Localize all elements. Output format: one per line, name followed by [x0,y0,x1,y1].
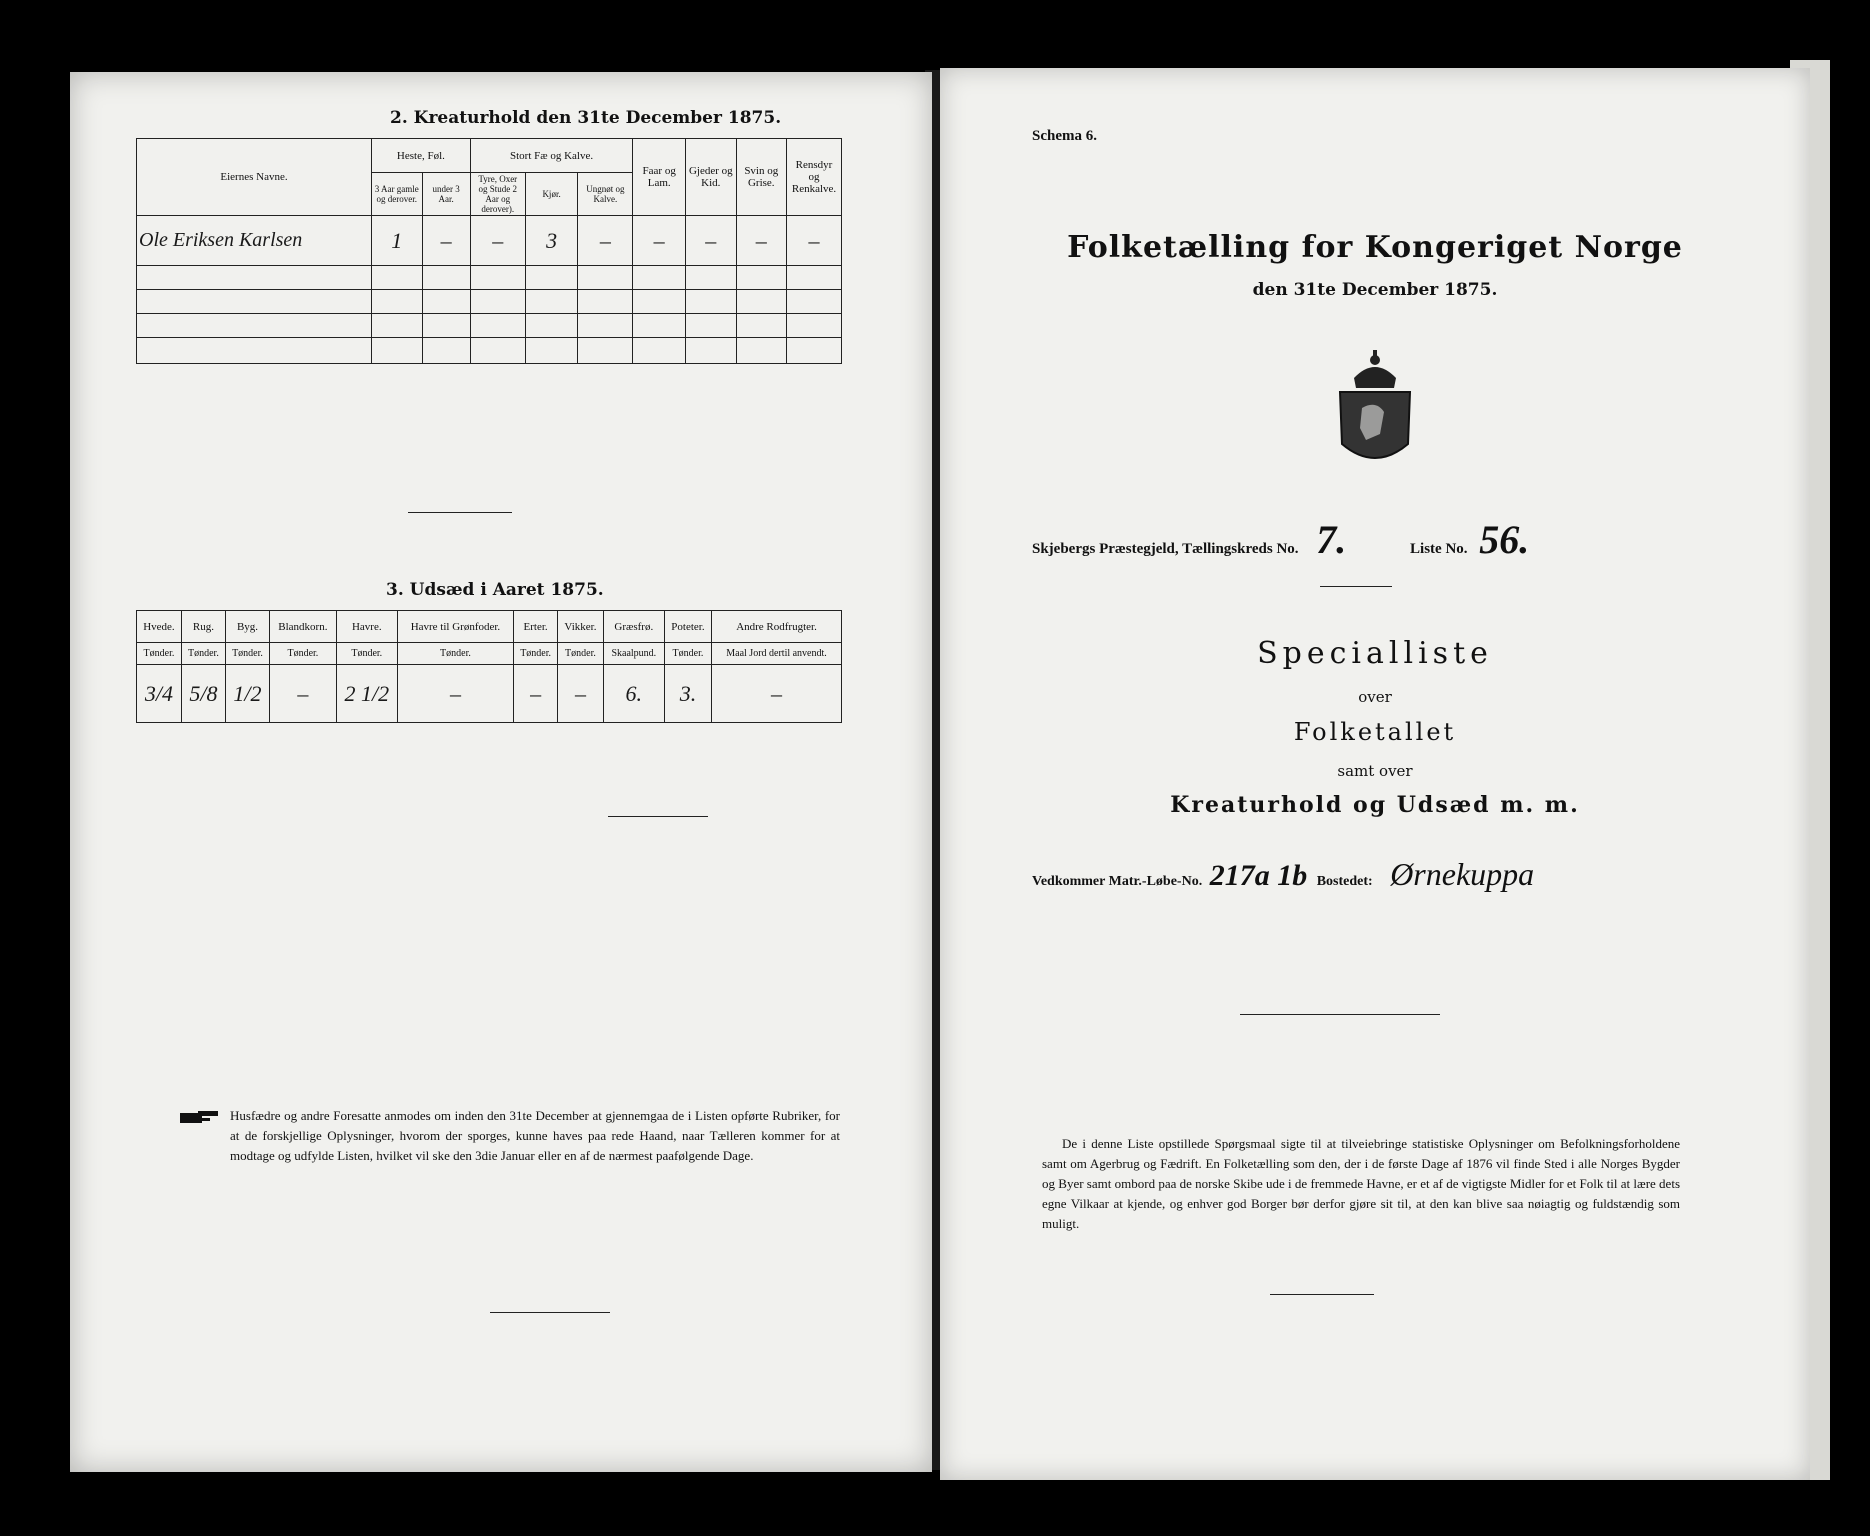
divider [608,816,708,817]
seed-col-unit: Tønder. [397,643,513,665]
cell-stort-a: – [470,216,525,266]
cell-gjeder: – [686,216,737,266]
cell-faar: – [633,216,686,266]
col-svin: Svin og Grise. [736,139,787,216]
divider [408,512,512,513]
seed-col-header: Havre. [336,611,397,643]
cell-svin: – [736,216,787,266]
bosted-value: Ørnekuppa [1390,856,1535,892]
norwegian-coat-of-arms-icon [1332,348,1418,474]
col-stort-a: Tyre, Oxer og Stude 2 Aar og derover). [470,173,525,216]
seed-col-header: Byg. [225,611,269,643]
krets-number: 7. [1316,517,1347,562]
seed-col-header: Hvede. [137,611,182,643]
matrikkel-line [1032,856,1534,893]
table-row [137,338,842,364]
col-rensdyr: Rensdyr og Renkalve. [787,139,842,216]
table-row [137,314,842,338]
seed-col-unit: Tønder. [664,643,711,665]
table-row [137,266,842,290]
livestock-table [136,138,842,364]
seed-col-unit: Tønder. [137,643,182,665]
matr-number: 217a 1b [1209,859,1308,892]
col-gjeder: Gjeder og Kid. [686,139,737,216]
cell-heste-a: 1 [372,216,423,266]
seed-value: 5/8 [181,665,225,723]
liste-number: 56. [1479,517,1530,562]
seed-value: 1/2 [225,665,269,723]
folketallet-label: Folketallet [1293,718,1457,746]
seed-col-unit: Tønder. [558,643,604,665]
table-row [137,216,842,266]
cell-stort-c: – [578,216,633,266]
cell-rensdyr: – [787,216,842,266]
schema-label: Schema 6. [1032,128,1097,144]
col-faar: Faar og Lam. [633,139,686,216]
col-stort-b: Kjør. [525,173,578,216]
col-heste-b: under 3 Aar. [422,173,470,216]
cell-stort-b: 3 [525,216,578,266]
seed-col-header: Erter. [514,611,558,643]
right-page [940,68,1810,1480]
seed-col-unit: Tønder. [181,643,225,665]
seed-value: – [712,665,842,723]
left-page [70,72,932,1472]
seed-value: – [270,665,337,723]
divider [490,1312,610,1313]
samt-over-label: samt over [1337,762,1413,780]
section3-title: 3. Udsæd i Aaret 1875. [386,580,604,600]
seed-col-unit: Tønder. [225,643,269,665]
seed-value: – [558,665,604,723]
seed-value: – [397,665,513,723]
seed-col-header: Poteter. [664,611,711,643]
seed-value: 6. [603,665,664,723]
main-title: Folketælling for Kongeriget Norge [1067,230,1683,265]
over-label: over [1358,688,1392,706]
parish-label: Skjebergs Præstegjeld, Tællingskreds No. [1032,541,1299,557]
kreatur-line: Kreaturhold og Udsæd m. m. [1170,792,1580,818]
seed-col-unit: Tønder. [270,643,337,665]
seed-value: 3. [664,665,711,723]
seed-col-header: Havre til Grønfoder. [397,611,513,643]
col-owner: Eiernes Navne. [137,139,372,216]
col-heste-a: 3 Aar gamle og derover. [372,173,423,216]
parish-line [1032,516,1529,563]
matr-label: Vedkommer Matr.-Løbe-No. [1032,874,1203,889]
divider [1320,586,1392,587]
seed-col-unit: Tønder. [514,643,558,665]
col-stort-c: Ungnøt og Kalve. [578,173,633,216]
seed-value: – [514,665,558,723]
divider [1240,1014,1440,1015]
seed-value: 2 1/2 [336,665,397,723]
seed-table [136,610,842,723]
instruction-notice: Husfædre og andre Foresatte anmodes om inden den 31te December at gjennemgaa de i Listen opførte Rubriker, for at de forskjellige Oplysninger, hvorom der sporges, kunne haves paa rede Haand, naar Tælleren kommer for at modtage og udfylde Listen, hvilket vil ske den 3die Januar eller en af de nærmest paafølgende Dage. [230,1108,840,1163]
seed-col-header: Græsfrø. [603,611,664,643]
section2-title: 2. Kreaturhold den 31te December 1875. [390,108,782,128]
seed-col-header: Rug. [181,611,225,643]
table-row [137,665,842,723]
seed-col-header: Blandkorn. [270,611,337,643]
col-heste: Heste, Føl. [372,139,471,173]
pointing-hand-icon [180,1110,220,1126]
spec-title: Specialliste [1257,636,1493,671]
seed-col-header: Vikker. [558,611,604,643]
seed-col-unit: Skaalpund. [603,643,664,665]
divider [1270,1294,1374,1295]
footer-note: De i denne Liste opstillede Spørgsmaal sigte til at tilveiebringe statistiske Oplysninger om Befolkningsforholdene samt om Agerbrug og Fædrift. En Folketælling som den, der i de første Dage af 1876 vil finde Sted i alle Norges Bygder og Byer samt ombord paa de norske Skibe ude i de fremmede Havne, er et af de vigtigste Midler for et Folk til at lære dets egne Vilkaar at kjende, og enhver god Borger bør derfor gjøre sit til, at den kan blive saa nøiagtig og fuldstændig som muligt. [1042,1136,1680,1231]
census-date: den 31te December 1875. [1252,280,1498,300]
col-stort: Stort Fæ og Kalve. [470,139,633,173]
seed-col-unit: Maal Jord dertil anvendt. [712,643,842,665]
cell-heste-b: – [422,216,470,266]
owner-name: Ole Eriksen Karlsen [137,216,372,266]
seed-value: 3/4 [137,665,182,723]
liste-label: Liste No. [1410,541,1468,557]
bosted-label: Bostedet: [1316,874,1373,889]
table-row [137,290,842,314]
seed-col-header: Andre Rodfrugter. [712,611,842,643]
seed-col-unit: Tønder. [336,643,397,665]
